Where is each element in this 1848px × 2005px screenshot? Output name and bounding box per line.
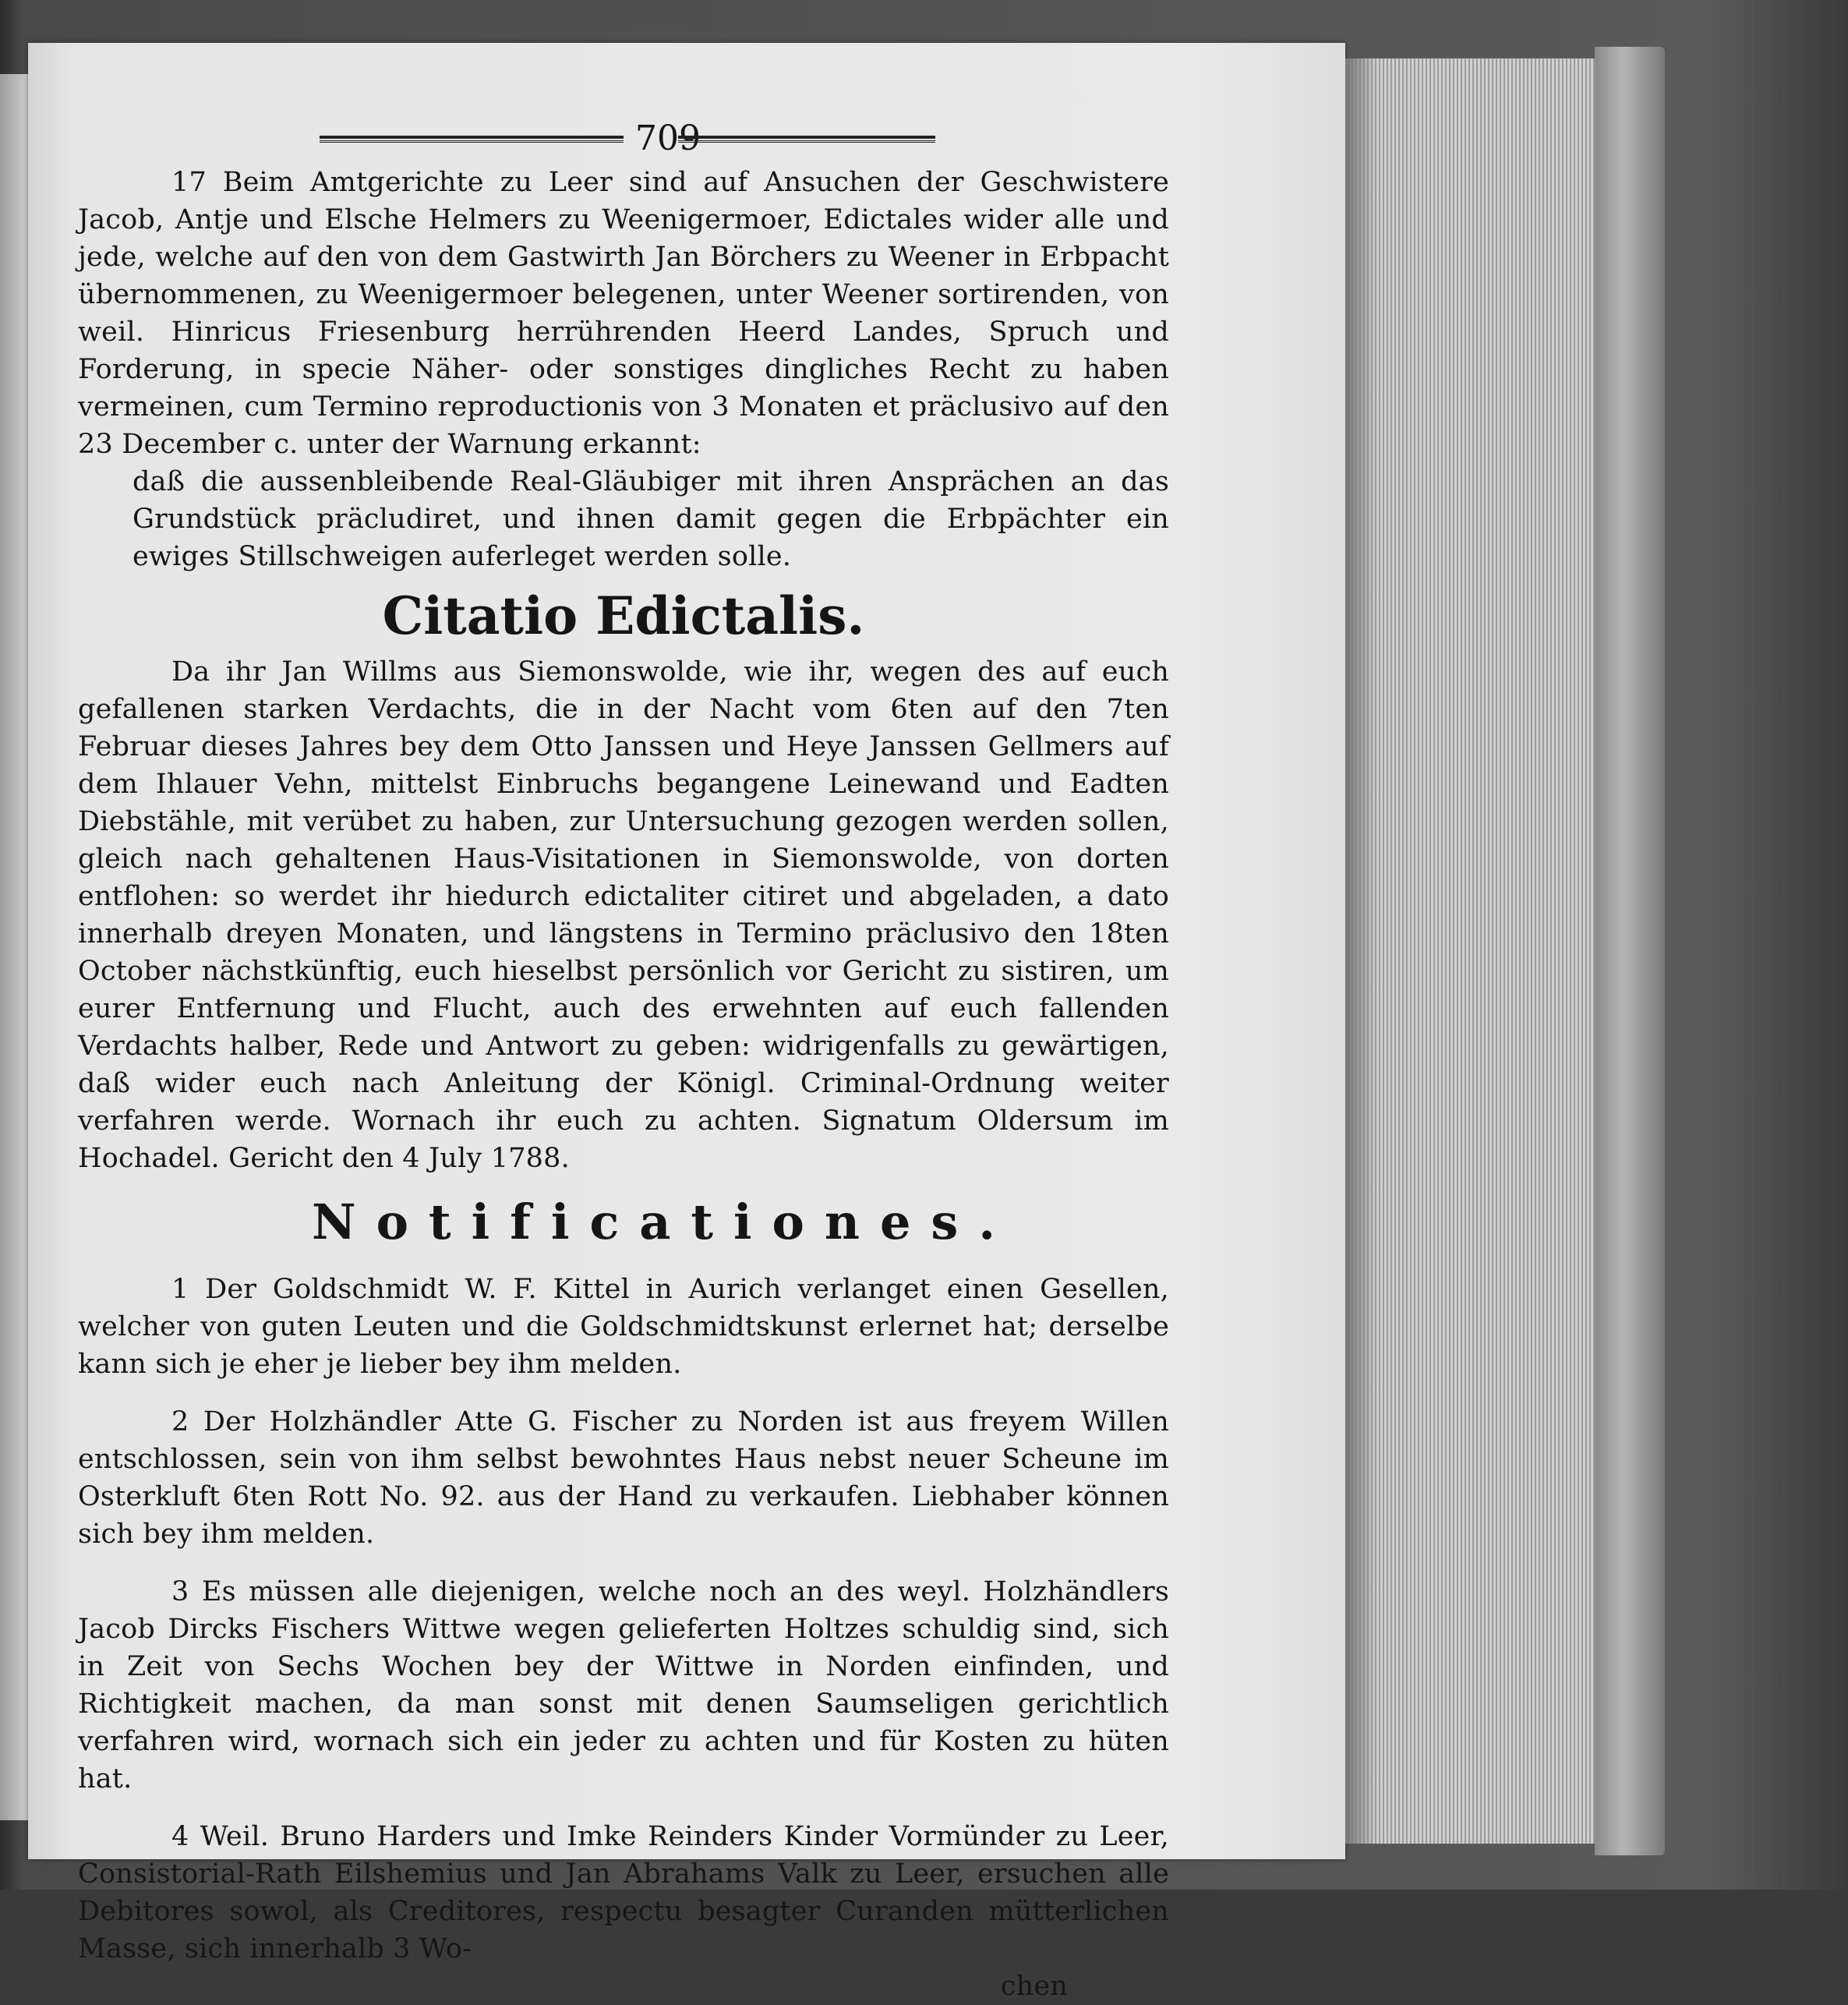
page-edge-shadow [1345, 58, 1376, 1844]
catchword: chen [1000, 1971, 1068, 2002]
page-header [78, 117, 1169, 164]
notification-item-4: 4 Weil. Bruno Harders und Imke Reinders Kinder Vormünder zu Leer, Consistorial-Rath Eilshemius und Jan Abrahams Valk zu Leer, ersuchen alle Debitores sowol, als Creditores, respectu besagter Curanden mütterlichen Masse, sich innerhalb 3 Wo- [78, 1821, 1169, 1964]
page-content [78, 117, 1169, 2005]
page-block-edges [1345, 58, 1601, 1844]
citatio-text: Da ihr Jan Willms aus Siemonswolde, wie ihr, wegen des auf euch gefallenen starken Verdachts, die in der Nacht vom 6ten auf den 7ten Februar dieses Jahres bey dem Otto Janssen und Heye Janssen Gellmers auf dem Ihlauer Vehn, mittelst Einbruchs begangene Leinewand und Eadten Diebstähle, mit verübet zu haben, zur Untersuchung gezogen werden sollen, gleich nach gehaltenen Haus-Visitationen in Siemonswolde, von dorten entflohen: so werdet ihr hiedurch edictaliter citiret und abgeladen, a dato innerhalb dreyen Monaten, und längstens in Termino präclusivo den 18ten October nächstkünftig, euch hieselbst persönlich vor Gericht zu sistiren, um eurer Entfernung und Flucht, auch des erwehnten auf euch fallenden Verdachts halber, Rede und Antwort zu geben: widrigenfalls zu gewärtigen, daß wider euch nach Anleitung der Königl. Criminal-Ordnung weiter verfahren werde. Wornach ihr euch zu achten. Signatum Oldersum im Hochadel. Gericht den 4 July 1788. [78, 656, 1169, 1174]
section-17-warning: daß die aussenbleibende Real-Gläubiger mit ihren Ansprächen an das Grundstück präcludiret, und ihnen damit gegen die Erbpächter ein ewiges Stillschweigen auferleget werden solle. [133, 466, 1169, 572]
book-cover [1595, 47, 1665, 1855]
section-17-text: 17 Beim Amtgerichte zu Leer sind auf Ansuchen der Geschwistere Jacob, Antje und Elsche Helmers zu Weenigermoer, Edictales wider alle und jede, welche auf den von dem Gastwirth Jan Börchers zu Weener in Erbpacht übernommenen, zu Weenigermoer belegenen, unter Weener sortirenden, von weil. Hinricus Friesenburg herrührenden Heerd Landes, Spruch und Forderung, in specie Näher- oder sonstiges dingliches Recht zu haben vermeinen, cum Termino reproductionis von 3 Monaten et präclusivo auf den 23 December c. unter der Warnung erkannt: [78, 167, 1169, 460]
page-number: 709 [635, 118, 701, 158]
citatio-heading: Citatio Edictalis. [382, 585, 865, 646]
header-rule-left [320, 136, 624, 143]
notification-item-1: 1 Der Goldschmidt W. F. Kittel in Aurich verlanget einen Gesellen, welcher von guten Leuten und die Goldschmidtskunst erlernet hat; derselbe kann sich je eher je lieber bey ihm melden. [78, 1274, 1169, 1380]
notificationes-heading: Notificationes. [312, 1193, 1016, 1250]
previous-page-edge [0, 74, 28, 1820]
header-rule-right [678, 136, 935, 143]
notification-item-3: 3 Es müssen alle diejenigen, welche noch an des weyl. Holzhändlers Jacob Dircks Fischers Wittwe wegen gelieferten Holtzes schuldig sind, sich in Zeit von Sechs Wochen bey der Wittwe in Norden einfinden, und Richtigkeit machen, da man sonst mit denen Saumseligen gerichtlich verfahren wird, wornach sich ein jeder zu achten und für Kosten zu hüten hat. [78, 1576, 1169, 1795]
notification-item-2: 2 Der Holzhändler Atte G. Fischer zu Norden ist aus freyem Willen entschlossen, sein von ihm selbst bewohntes Haus nebst neuer Scheune im Osterkluft 6ten Rott No. 92. aus der Hand zu verkaufen. Liebhaber können sich bey ihm melden. [78, 1406, 1169, 1550]
